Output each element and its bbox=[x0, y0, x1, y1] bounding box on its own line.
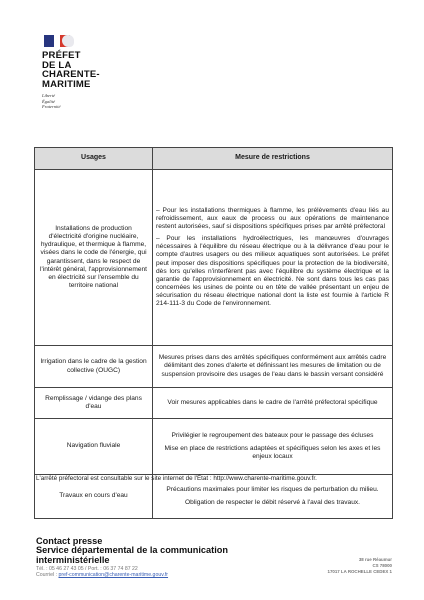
email-line: Courriel : pref-communication@charente-maritime.gouv.fr bbox=[36, 572, 169, 579]
header-mesures: Mesure de restrictions bbox=[153, 148, 393, 170]
table-row bbox=[35, 419, 393, 475]
marianne-flag-icon bbox=[44, 35, 70, 47]
email-link[interactable]: pref-communication@charente-maritime.gouv.fr bbox=[58, 572, 169, 579]
mesure-text: Privilégier le regroupement des bateaux pour le passage des écluses bbox=[171, 431, 374, 439]
mesure-text: – Pour les installations thermiques à flamme, les prélèvements d'eau liés au refroidissement, aux eaux de process ou aux opérations de maintenance restent autorisées, sauf si dispositions spécifiques prises par arrêté préfectoral bbox=[156, 206, 389, 231]
mesure-text: Voir mesures applicables dans le cadre de l'arrêté préfectoral spécifique bbox=[167, 398, 378, 406]
mesure-text: Mesures prises dans des arrêtés spécifiques conformément aux arrêtés cadre délimitant des zones d'alerte et définissant les mesures de limitation ou de suspension provisoire des usages de l'eau dans le bassin versant considéré bbox=[158, 354, 387, 378]
table-header-row bbox=[35, 148, 393, 170]
postal-address: 38 rue Réaumur CS 78000 17017 LA ROCHELLE CEDEX 1 bbox=[327, 557, 392, 574]
mesure-text: Obligation de respecter le débit réservé à l'aval des travaux. bbox=[185, 499, 360, 506]
mesure-cell bbox=[153, 388, 393, 419]
mesure-text: Mise en place de restrictions adaptées et spécifiques selon les axes et les enjeux locaux bbox=[164, 444, 381, 461]
usage-cell: Navigation fluviale bbox=[35, 419, 153, 475]
mesure-cell bbox=[153, 346, 393, 388]
mesure-cell bbox=[153, 419, 393, 475]
arrete-note: L'arrêté préfectoral est consultable sur le site internet de l'État : http://www.charente-maritime.gouv.fr. bbox=[36, 475, 317, 482]
prefet-logo bbox=[42, 35, 122, 110]
mesure-text: – Pour les installations hydroélectriques, les manœuvres d'ouvrages nécessaires à l'équilibre du réseau électrique ou à la délivrance d'eau pour le compte d'autres usagers ou des milieux aquatiques sont autorisées. Le préfet peut imposer des dispositions spécifiques pour la protection de la biodiversité, dès lors qu'elles n'interfèrent pas avec l'équilibre du système électrique et la garantie de l'approvisionnement en électricité. Ne sont dans tous les cas pas concernées les usines de pointe ou en tête de vallée présentant un enjeu de sécurisation du réseau électrique national dont la liste est fournie à l'article R 214-111-3 du Code de l'environnement. bbox=[156, 235, 389, 307]
contact-presse: Contact presse Service départemental de la communication interministérielle bbox=[36, 536, 228, 565]
usage-cell: Installations de production d'électricité d'origine nucléaire, hydraulique, et thermique à flamme, visées dans le code de l'énergie, qui garantissent, dans le respect de l'intérêt général, l'approvisionnement en électricité sur l'ensemble du territoire national bbox=[35, 170, 153, 346]
restrictions-table bbox=[34, 147, 393, 519]
usage-cell: Remplissage / vidange des plans d'eau bbox=[35, 388, 153, 419]
table-row bbox=[35, 388, 393, 419]
contact-details bbox=[36, 566, 168, 579]
republic-motto: Liberté Égalité Fraternité bbox=[42, 93, 61, 110]
mesure-cell bbox=[153, 170, 393, 346]
table-row bbox=[35, 346, 393, 388]
prefecture-name: PRÉFET DE LA CHARENTE- MARITIME bbox=[42, 50, 100, 90]
table-row bbox=[35, 170, 393, 346]
usage-cell: Irrigation dans le cadre de la gestion collective (OUGC) bbox=[35, 346, 153, 388]
usage-cell: Travaux en cours d'eau bbox=[35, 475, 153, 519]
phone-text: Tél. : 05 46 27 43 05 / Port. : 06 37 74 87 22 bbox=[36, 566, 138, 572]
mesure-text: Précautions maximales pour limiter les risques de perturbation du milieu. bbox=[166, 485, 379, 493]
header-usages: Usages bbox=[35, 148, 153, 170]
